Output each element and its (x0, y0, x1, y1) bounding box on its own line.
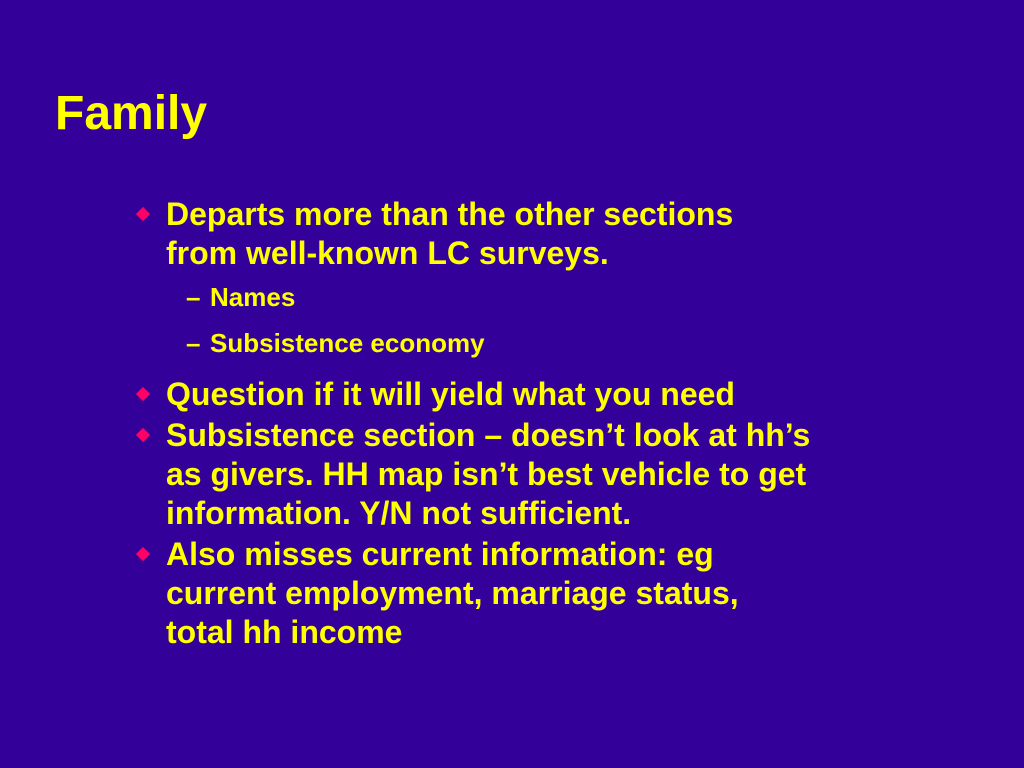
subbullet-item (166, 325, 988, 371)
subbullet-item (166, 279, 988, 325)
diamond-bullet-icon (136, 207, 150, 221)
slide-title: Family (55, 87, 208, 140)
dash-bullet-icon: – (186, 282, 201, 312)
bullet-item (128, 535, 988, 652)
bullet-text: Also misses current information: eg current employment, marriage status, total hh income (166, 536, 739, 650)
subbullet-text: Subsistence economy (210, 328, 485, 358)
dash-bullet-icon: – (186, 328, 201, 358)
bullet-item (128, 195, 988, 371)
bullet-item (128, 375, 988, 414)
diamond-bullet-icon (136, 547, 150, 561)
diamond-bullet-icon (136, 428, 150, 442)
bullet-item (128, 416, 988, 533)
bullet-text: Departs more than the other sections from well-known LC surveys. (166, 196, 734, 271)
bullet-text: Subsistence section – doesn’t look at hh’s as givers. HH map isn’t best vehicle to get information. Y/N not sufficient. (166, 417, 811, 531)
diamond-bullet-icon (136, 387, 150, 401)
subbullet-text: Names (210, 282, 296, 312)
bullet-text: Question if it will yield what you need (166, 376, 735, 412)
subbullet-list (166, 279, 988, 371)
bullet-list (128, 195, 988, 654)
